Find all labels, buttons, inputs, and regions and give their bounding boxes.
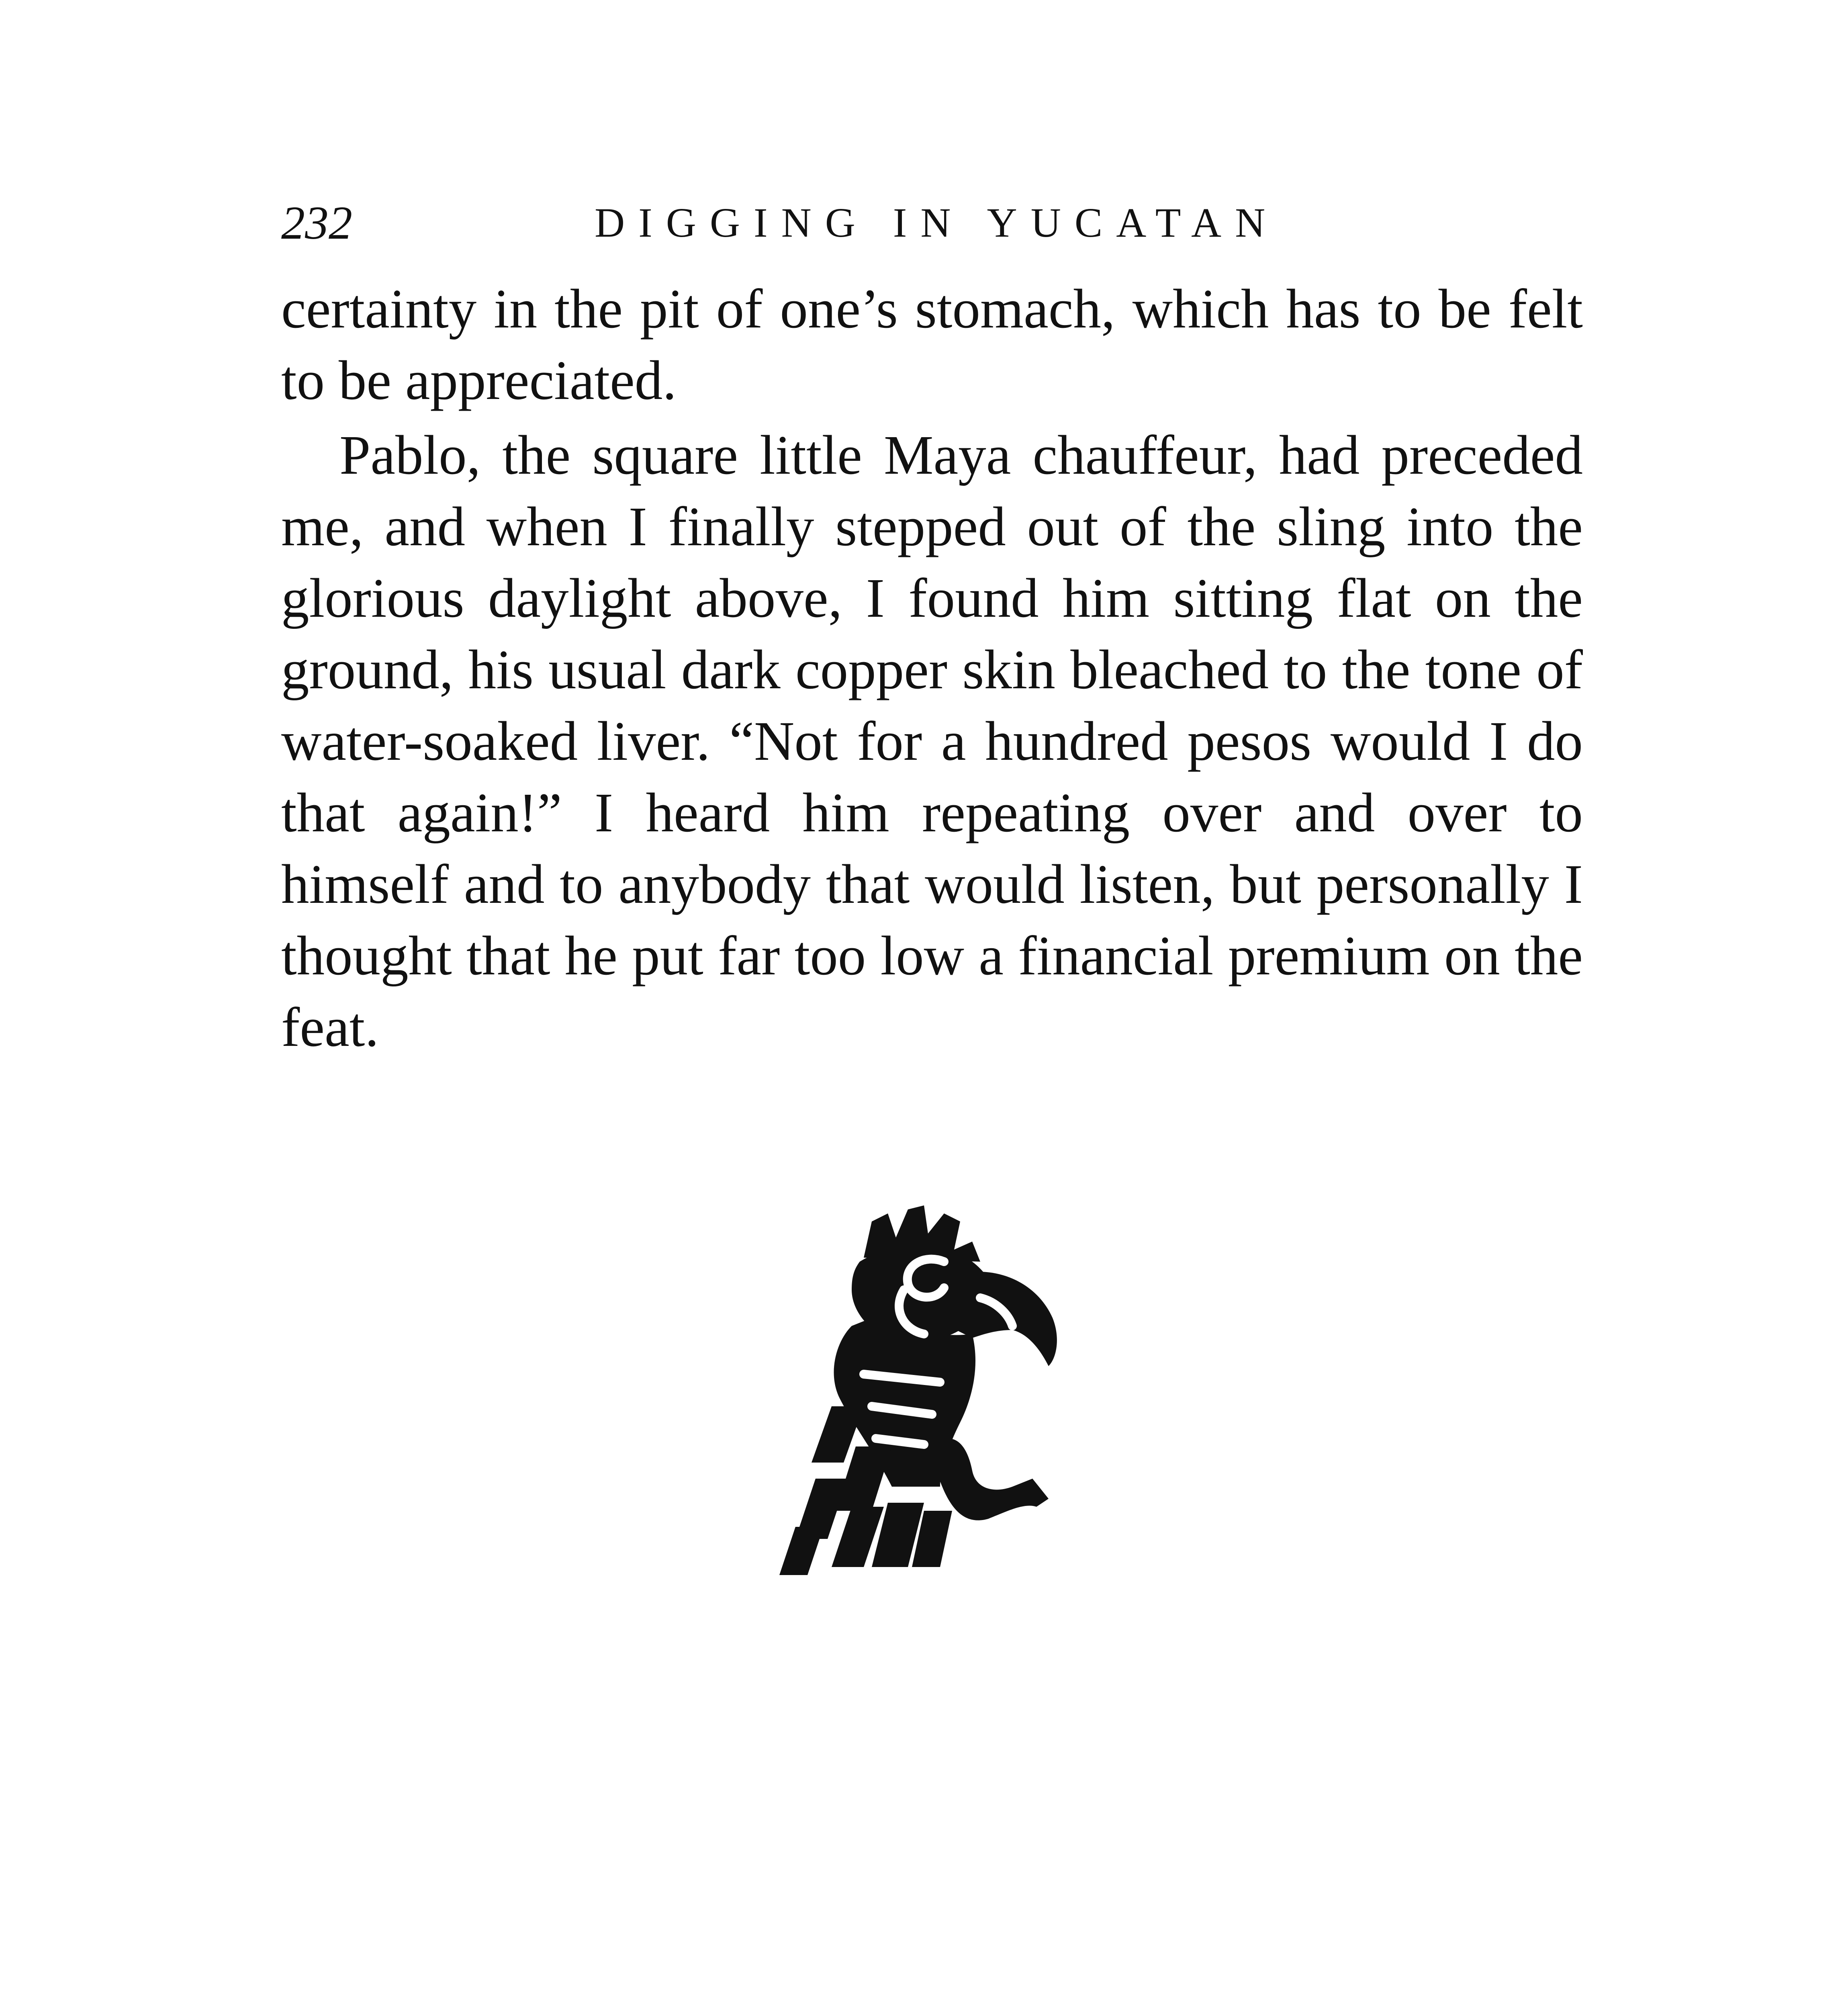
paragraph-continued: certainty in the pit of one’s stomach, which has to be felt to be appreciated. <box>281 278 1583 411</box>
running-head <box>281 189 1607 257</box>
body-text <box>281 273 1583 1063</box>
page-number: 232 <box>281 196 352 249</box>
running-title: DIGGING IN YUCATAN <box>595 200 1279 246</box>
maya-bird-glyph-icon <box>771 1197 1077 1583</box>
paragraph: Pablo, the square little Maya chauffeur, had preceded me, and when I finally stepped out of the sling into the glorious daylight above, I found him sitting flat on the ground, his usual dark copper skin bleached to the tone of water-soaked liver. “Not for a hundred pesos would I do that again!” I heard him repeating over and over to himself and to anybody that would listen, but personally I thought that he put far too low a financial premium on the feat. <box>281 424 1583 1058</box>
